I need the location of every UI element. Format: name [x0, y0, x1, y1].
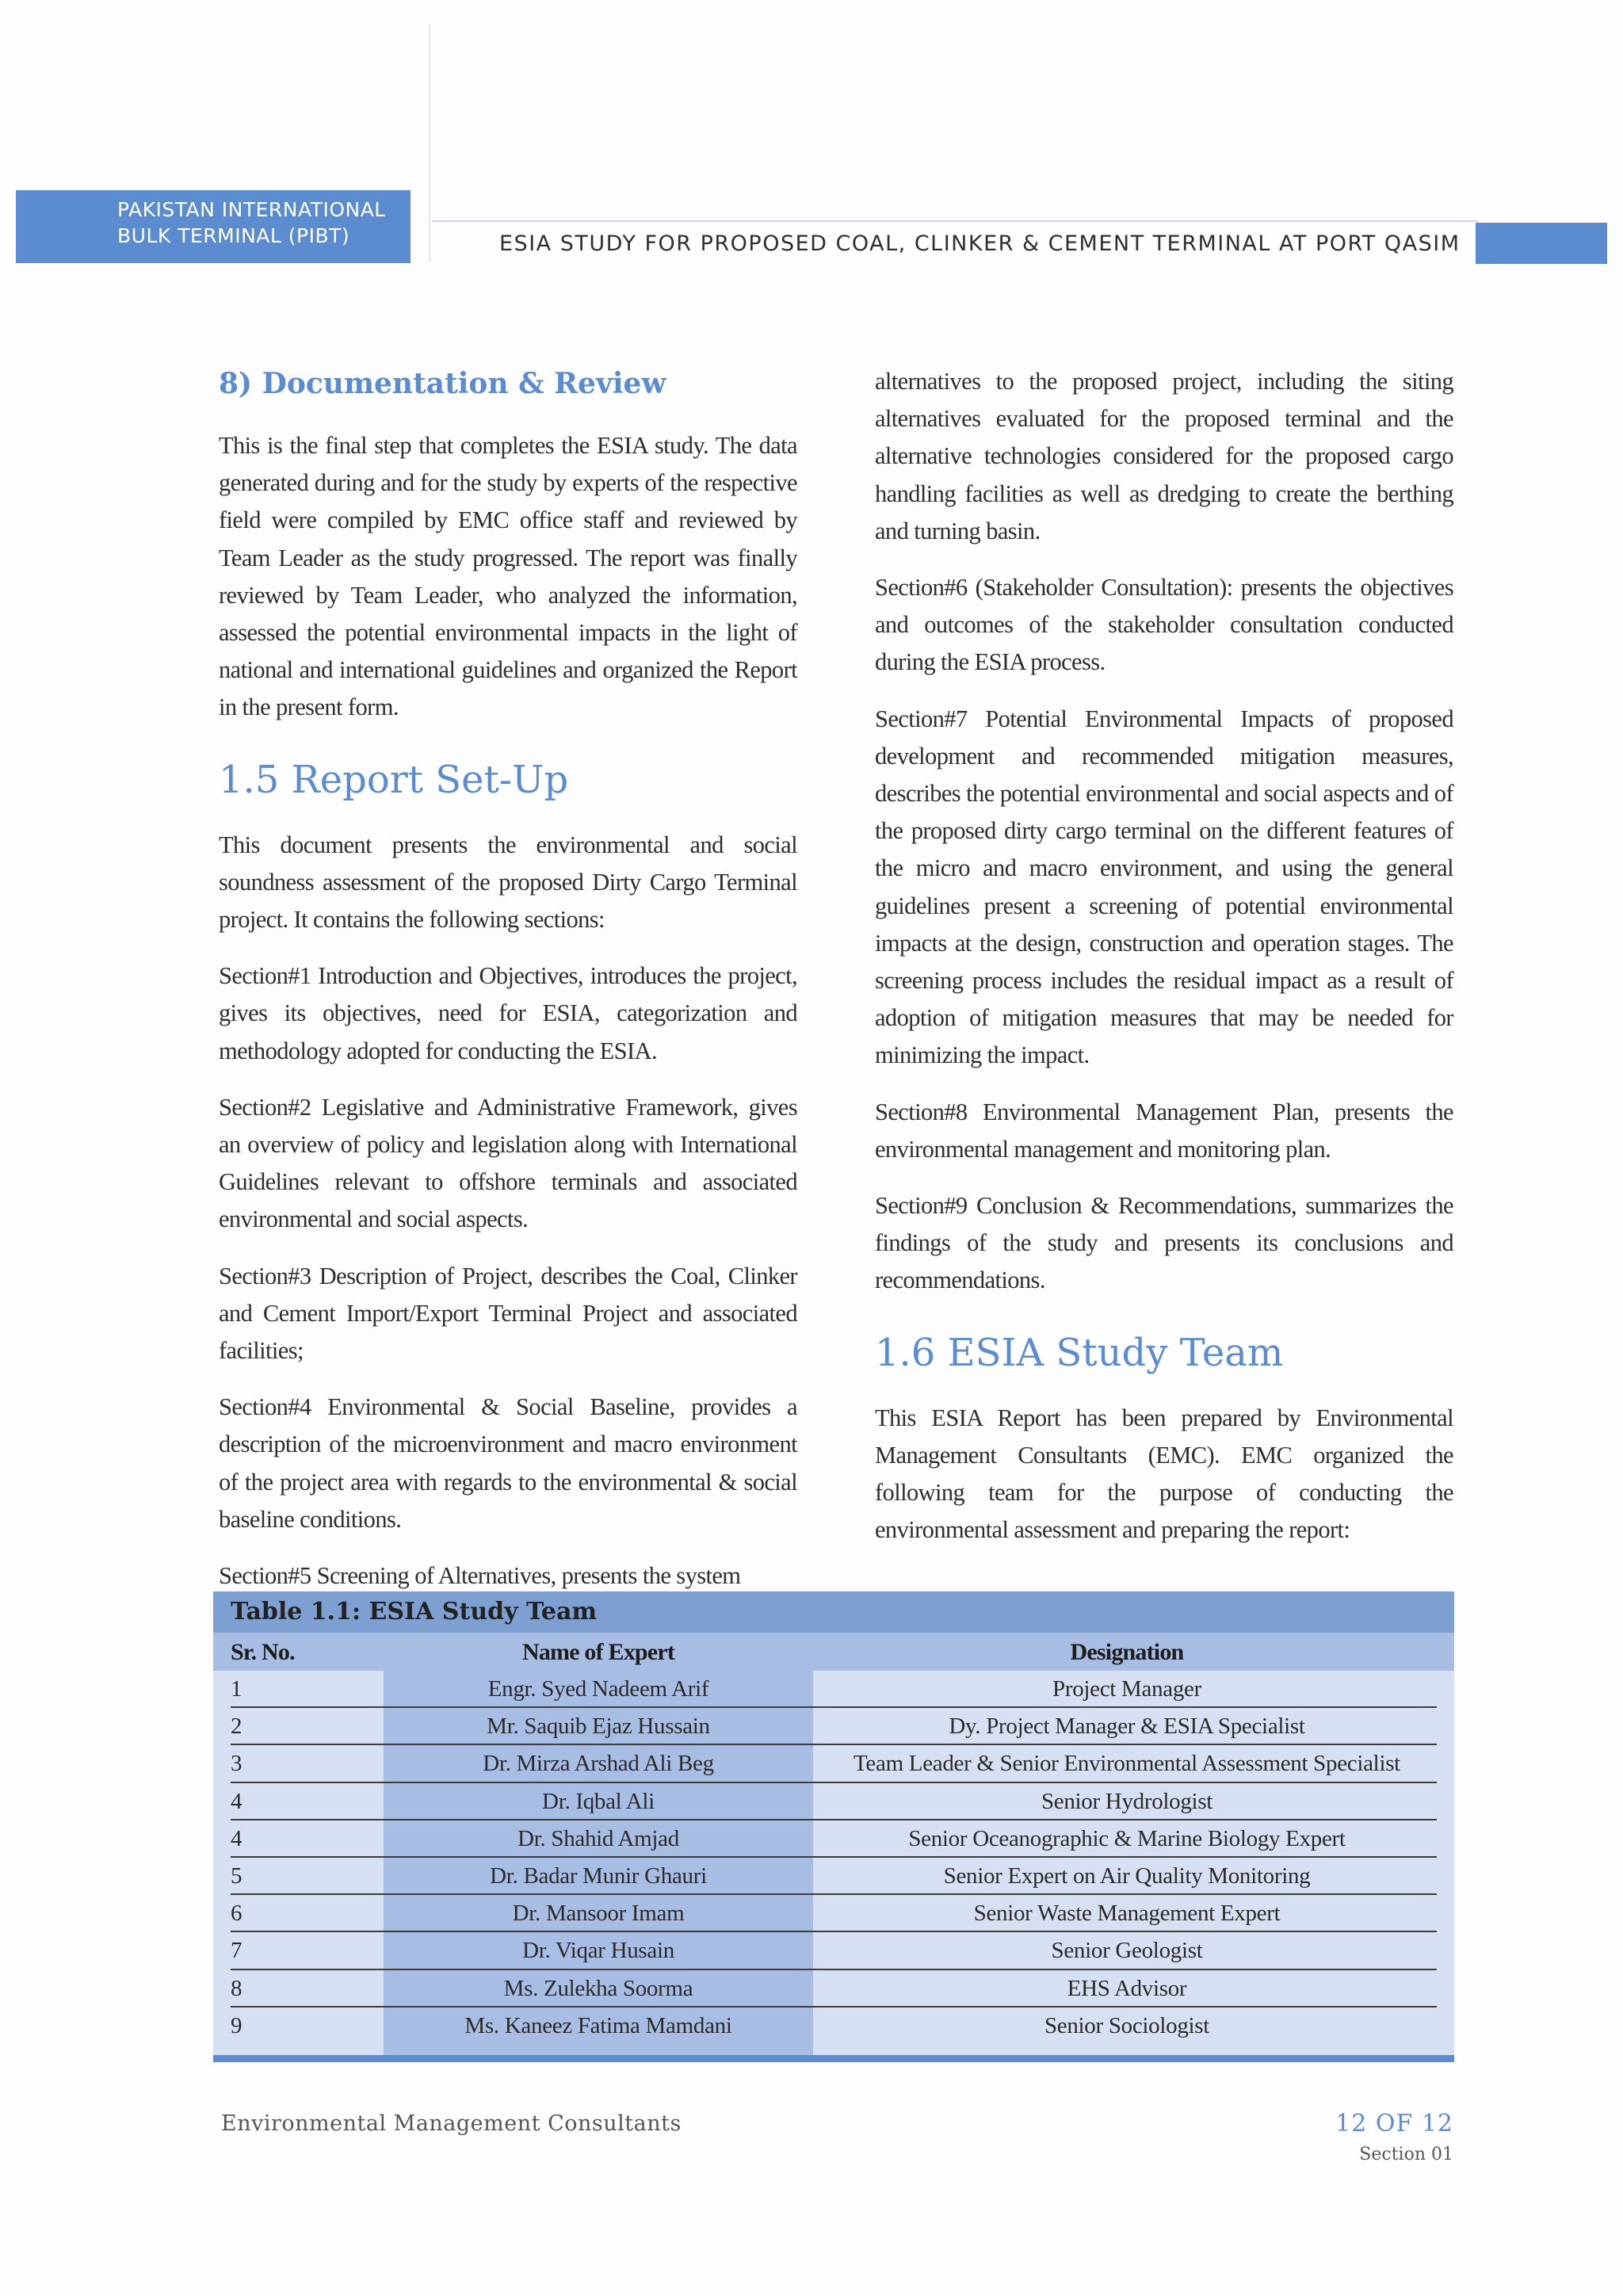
table-row [213, 2008, 1454, 2045]
cell-designation: Senior Geologist [1051, 1938, 1203, 1964]
table-row [213, 1671, 1454, 1708]
organization-badge [16, 190, 411, 263]
paragraph-section-9: Section#9 Conclusion & Recommendations, summarizes the findings of the study and presents its conclusions and recommendations. [875, 1192, 1453, 1294]
document-title: ESIA STUDY FOR PROPOSED COAL, CLINKER & CEMENT TERMINAL AT PORT QASIM [499, 231, 1461, 256]
table-row [213, 1708, 1454, 1745]
cell-expert-name: Ms. Kaneez Fatima Mamdani [464, 2012, 732, 2038]
cell-sr-no: 8 [231, 1975, 242, 2001]
paragraph-section-1: Section#1 Introduction and Objectives, introduces the project, gives its objectives, need for ESIA, categorization and methodology adopted for conducting the ESIA. [219, 962, 797, 1064]
cell-sr-no: 4 [231, 1825, 242, 1851]
cell-sr-no: 7 [231, 1938, 242, 1964]
cell-sr-no: 9 [231, 2012, 242, 2038]
paragraph-section-5-continued: alternatives to the proposed project, including the siting alternatives evaluated for the proposed terminal and the alternative technologies considered for the proposed cargo handling facilities as well as dredging to create the berthing and turning basin. [875, 368, 1453, 544]
table-header-row [213, 1633, 1454, 1671]
left-column [219, 361, 797, 1614]
cell-expert-name: Dr. Mansoor Imam [512, 1901, 685, 1927]
paragraph-section-4: Section#4 Environmental & Social Baseline, provides a description of the microenvironment and macro environment of the project area with regards to the environmental & social baseline conditions. [219, 1393, 797, 1533]
paragraph-section-8: Section#8 Environmental Management Plan, presents the environmental management and monitoring plan. [875, 1098, 1453, 1163]
column-header-name: Name of Expert [521, 1639, 675, 1665]
cell-expert-name: Mr. Saquib Ejaz Hussain [487, 1713, 710, 1740]
section-heading-report-setup: 1.5 Report Set-Up [219, 757, 569, 802]
table-caption: Table 1.1: ESIA Study Team [213, 1591, 1454, 1633]
paragraph-report-intro: This document presents the environmental and social soundness assessment of the proposed Dirty Cargo Terminal project. It contains the following sections: [219, 831, 797, 934]
header-horizontal-divider [432, 220, 1478, 222]
table-row [213, 1895, 1454, 1932]
cell-sr-no: 6 [231, 1901, 242, 1927]
cell-designation: Project Manager [1052, 1676, 1201, 1702]
paragraph-study-team: This ESIA Report has been prepared by Environmental Management Consultants (EMC). EMC organized the following team for the purpose of conducting the environmental assessment and preparing the report: [875, 1404, 1453, 1544]
cell-expert-name: Ms. Zulekha Soorma [503, 1975, 693, 2001]
cell-expert-name: Dr. Iqbal Ali [542, 1788, 655, 1814]
cell-sr-no: 3 [231, 1751, 242, 1777]
table-bottom-rule [213, 2055, 1454, 2062]
cell-sr-no: 1 [231, 1676, 242, 1702]
cell-designation: EHS Advisor [1067, 1975, 1187, 2001]
table-row [213, 1858, 1454, 1895]
cell-designation: Team Leader & Senior Environmental Assessment Specialist [854, 1751, 1400, 1777]
cell-expert-name: Engr. Syed Nadeem Arif [487, 1676, 709, 1702]
cell-designation: Senior Hydrologist [1041, 1788, 1213, 1814]
cell-expert-name: Dr. Shahid Amjad [517, 1825, 679, 1851]
section-heading-study-team: 1.6 ESIA Study Team [875, 1330, 1284, 1375]
header-accent-bar [1476, 223, 1607, 264]
paragraph-documentation: This is the final step that completes the ESIA study. The data generated during and for the study by experts of the respective field were compiled by EMC office staff and reviewed by Team Leader as the study progressed. The report was finally reviewed by Team Leader, who analyzed the information, assessed the potential environmental impacts in the light of national and international guidelines and organized the Report in the present form. [219, 432, 797, 721]
paragraph-section-5-start: Section#5 Screening of Alternatives, presents the system [219, 1562, 741, 1590]
cell-expert-name: Dr. Mirza Arshad Ali Beg [483, 1751, 714, 1777]
paragraph-section-6: Section#6 (Stakeholder Consultation): presents the objectives and outcomes of the stakeholder consultation conducted during the ESIA process. [875, 574, 1453, 676]
cell-designation: Senior Sociologist [1044, 2012, 1210, 2038]
cell-designation: Dy. Project Manager & ESIA Specialist [949, 1713, 1305, 1740]
paragraph-section-3: Section#3 Description of Project, describes the Coal, Clinker and Cement Import/Export Terminal Project and associated facilities; [219, 1262, 797, 1365]
organization-name-line2: BULK TERMINAL (PIBT) [117, 224, 350, 247]
subheading-documentation-review: 8) Documentation & Review [219, 367, 666, 400]
cell-sr-no: 4 [231, 1788, 242, 1814]
study-team-table [213, 1591, 1454, 2062]
column-header-designation: Designation [1070, 1639, 1184, 1665]
paragraph-section-7: Section#7 Potential Environmental Impacts of proposed development and recommended mitigation measures, describes the potential environmental and social aspects and of the proposed dirty cargo terminal on the different features of the micro and macro environment, and using the general guidelines present a screening of potential environmental impacts at the design, construction and operation stages. The screening process includes the residual impact as a result of adoption of mitigation measures that may be needed for minimizing the impact. [875, 705, 1453, 1069]
footer-company: Environmental Management Consultants [221, 2111, 682, 2136]
column-header-sr-no: Sr. No. [231, 1639, 295, 1665]
cell-expert-name: Dr. Viqar Husain [522, 1938, 674, 1964]
cell-designation: Senior Expert on Air Quality Monitoring [943, 1862, 1311, 1889]
right-column [875, 363, 1453, 1568]
footer-page-number: 12 OF 12 [1335, 2110, 1453, 2137]
header-vertical-divider [429, 24, 430, 262]
table-row [213, 1745, 1454, 1782]
cell-sr-no: 5 [231, 1862, 242, 1889]
organization-name-line1: PAKISTAN INTERNATIONAL [117, 198, 386, 221]
table-row [213, 1783, 1454, 1820]
table-row [213, 1820, 1454, 1858]
footer-section-label: Section 01 [1359, 2145, 1453, 2164]
cell-sr-no: 2 [231, 1713, 242, 1740]
table-body [213, 1671, 1454, 2055]
cell-designation: Senior Waste Management Expert [973, 1901, 1281, 1927]
cell-expert-name: Dr. Badar Munir Ghauri [490, 1862, 707, 1889]
paragraph-section-2: Section#2 Legislative and Administrative Framework, gives an overview of policy and legislation along with International Guidelines relevant to offshore terminals and associated environmental and social aspects. [219, 1093, 797, 1233]
table-row [213, 1970, 1454, 2008]
table-row [213, 1932, 1454, 1969]
cell-designation: Senior Oceanographic & Marine Biology Expert [908, 1825, 1346, 1851]
